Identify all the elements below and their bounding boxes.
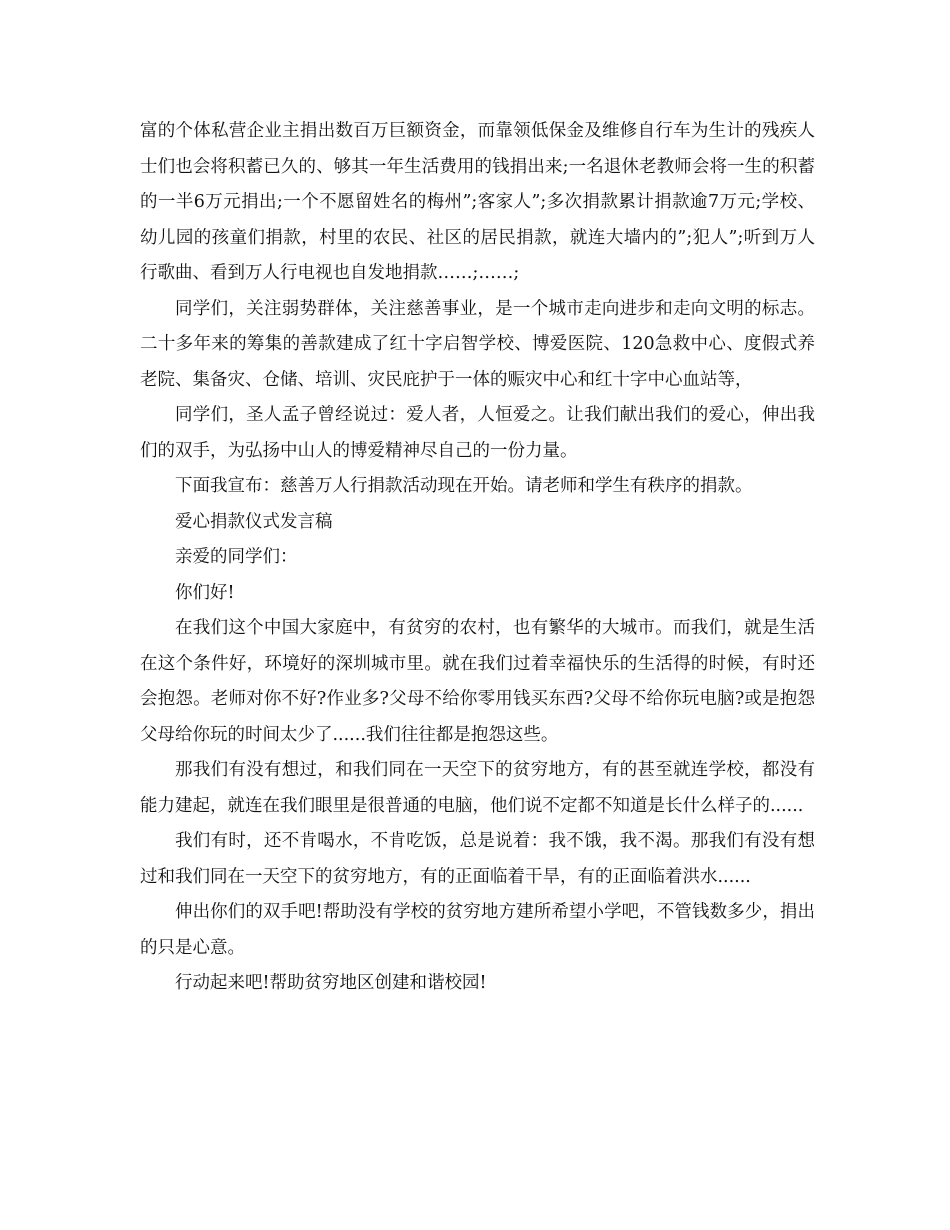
paragraph: 行动起来吧!帮助贫穷地区创建和谐校园! (175, 973, 487, 993)
paragraph: 富的个体私营企业主捐出数百万巨额资金，而靠领低保金及维修自行车为生计的残疾人士们也会将积蓄已久的、够其一年生活费用的钱捐出来;一名退休老教师会将一生的积蓄的一半6万元捐出;一个不愿留姓名的梅州”;客家人”;多次捐款累计捐款逾7万元;学校、幼儿园的孩童们捐款，村里的农民、社区的居民捐款，就连大墙内的”;犯人”;听到万人行歌曲、看到万人行电视也自发地捐款……;……; (140, 121, 815, 283)
paragraph: 那我们有没有想过，和我们同在一天空下的贫穷地方，有的甚至就连学校，都没有能力建起，就连在我们眼里是很普通的电脑，他们说不定都不知道是长什么样子的...... (140, 760, 815, 816)
paragraph: 在我们这个中国大家庭中，有贫穷的农村，也有繁华的大城市。而我们，就是生活在这个条件好，环境好的深圳城市里。就在我们过着幸福快乐的生活得的时候，有时还会抱怨。老师对你不好?作业多?父母不给你零用钱买东西?父母不给你玩电脑?或是抱怨父母给你玩的时间太少了......我们往往都是抱怨这些。 (140, 618, 815, 745)
document-body (140, 114, 815, 1002)
paragraph: 下面我宣布：慈善万人行捐款活动现在开始。请老师和学生有秩序的捐款。 (175, 476, 753, 496)
greeting: 你们好! (175, 582, 235, 603)
paragraph: 同学们，圣人孟子曾经说过：爱人者，人恒爱之。让我们献出我们的爱心，伸出我们的双手，为弘扬中山人的博爱精神尽自己的一份力量。 (140, 405, 815, 461)
salutation: 亲爱的同学们： (175, 547, 298, 567)
paragraph: 我们有时，还不肯喝水，不肯吃饭，总是说着：我不饿，我不渴。那我们有没有想过和我们同在一天空下的贫穷地方，有的正面临着干旱，有的正面临着洪水...... (140, 831, 815, 887)
paragraph: 同学们，关注弱势群体，关注慈善事业，是一个城市走向进步和走向文明的标志。二十多年来的筹集的善款建成了红十字启智学校、博爱医院、120急救中心、度假式养老院、集备灾、仓储、培训、灾民庇护于一体的赈灾中心和红十字中心血站等， (140, 298, 815, 390)
paragraph: 伸出你们的双手吧!帮助没有学校的贫穷地方建所希望小学吧，不管钱数多少，捐出的只是心意。 (140, 902, 815, 958)
section-title: 爱心捐款仪式发言稿 (175, 511, 333, 532)
